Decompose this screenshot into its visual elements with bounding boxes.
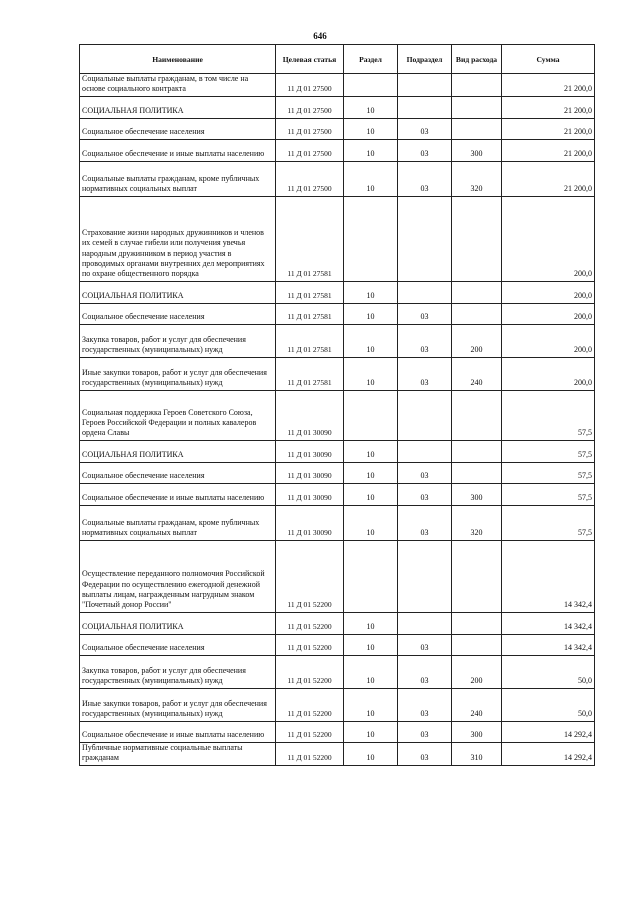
row-type: 300: [452, 721, 502, 742]
row-sum: 14 292,4: [502, 742, 595, 765]
table-row: [80, 196, 595, 281]
row-type: [452, 540, 502, 612]
row-section: 10: [344, 324, 398, 357]
row-subsection: [398, 540, 452, 612]
row-code: 11 Д 01 27500: [276, 139, 344, 161]
table-row: [80, 634, 595, 655]
table-body: [80, 74, 595, 766]
row-name: СОЦИАЛЬНАЯ ПОЛИТИКА: [80, 96, 276, 118]
budget-table: [79, 44, 595, 766]
table-row: [80, 655, 595, 688]
row-code: 11 Д 01 30090: [276, 390, 344, 440]
row-code: 11 Д 01 52200: [276, 688, 344, 721]
row-name: Иные закупки товаров, работ и услуг для обеспечения государственных (муниципальных) нужд: [80, 688, 276, 721]
row-code: 11 Д 01 52200: [276, 540, 344, 612]
row-type: [452, 281, 502, 303]
row-type: 300: [452, 483, 502, 505]
row-subsection: [398, 440, 452, 462]
row-sum: 57,5: [502, 462, 595, 483]
row-name: Закупка товаров, работ и услуг для обеспечения государственных (муниципальных) нужд: [80, 655, 276, 688]
row-code: 11 Д 01 30090: [276, 462, 344, 483]
row-sum: 57,5: [502, 505, 595, 540]
table-row: [80, 357, 595, 390]
row-section: 10: [344, 440, 398, 462]
row-subsection: 03: [398, 721, 452, 742]
row-type: [452, 440, 502, 462]
row-sum: 200,0: [502, 357, 595, 390]
table-row: [80, 303, 595, 324]
row-section: [344, 196, 398, 281]
row-type: [452, 96, 502, 118]
row-subsection: [398, 96, 452, 118]
row-section: 10: [344, 612, 398, 634]
row-code: 11 Д 01 27500: [276, 118, 344, 139]
row-subsection: 03: [398, 462, 452, 483]
row-section: 10: [344, 462, 398, 483]
row-type: [452, 462, 502, 483]
row-subsection: [398, 281, 452, 303]
row-code: 11 Д 01 52200: [276, 634, 344, 655]
row-type: [452, 74, 502, 97]
table-row: [80, 390, 595, 440]
row-sum: 14 342,4: [502, 634, 595, 655]
row-code: 11 Д 01 27581: [276, 357, 344, 390]
table-row: [80, 139, 595, 161]
table-row: [80, 74, 595, 97]
row-sum: 200,0: [502, 281, 595, 303]
row-subsection: 03: [398, 742, 452, 765]
row-name: Социальные выплаты гражданам, кроме публичных нормативных социальных выплат: [80, 505, 276, 540]
table-row: [80, 96, 595, 118]
row-name: СОЦИАЛЬНАЯ ПОЛИТИКА: [80, 281, 276, 303]
table-row: [80, 440, 595, 462]
row-name: СОЦИАЛЬНАЯ ПОЛИТИКА: [80, 612, 276, 634]
row-sum: 200,0: [502, 196, 595, 281]
table-row: [80, 721, 595, 742]
table-header-row: [80, 45, 595, 74]
row-subsection: 03: [398, 357, 452, 390]
row-code: 11 Д 01 27581: [276, 281, 344, 303]
row-code: 11 Д 01 27581: [276, 196, 344, 281]
row-subsection: 03: [398, 118, 452, 139]
row-sum: 14 342,4: [502, 540, 595, 612]
row-name: Иные закупки товаров, работ и услуг для обеспечения государственных (муниципальных) нужд: [80, 357, 276, 390]
row-subsection: [398, 612, 452, 634]
row-section: 10: [344, 281, 398, 303]
row-name: Публичные нормативные социальные выплаты гражданам: [80, 742, 276, 765]
row-subsection: 03: [398, 324, 452, 357]
table-row: [80, 612, 595, 634]
row-name: Социальная поддержка Героев Советского Союза, Героев Российской Федерации и полных кавалеров ордена Славы: [80, 390, 276, 440]
row-name: Социальное обеспечение и иные выплаты населению: [80, 721, 276, 742]
row-code: 11 Д 01 27500: [276, 74, 344, 97]
table-row: [80, 505, 595, 540]
row-code: 11 Д 01 27581: [276, 324, 344, 357]
row-subsection: [398, 390, 452, 440]
row-subsection: 03: [398, 139, 452, 161]
row-name: Социальное обеспечение населения: [80, 634, 276, 655]
row-type: 240: [452, 357, 502, 390]
row-code: 11 Д 01 27581: [276, 303, 344, 324]
row-subsection: 03: [398, 655, 452, 688]
table-row: [80, 161, 595, 196]
row-sum: 50,0: [502, 655, 595, 688]
row-name: Социальное обеспечение населения: [80, 462, 276, 483]
row-section: 10: [344, 303, 398, 324]
row-type: [452, 390, 502, 440]
row-section: 10: [344, 139, 398, 161]
row-type: 240: [452, 688, 502, 721]
row-section: 10: [344, 688, 398, 721]
row-code: 11 Д 01 52200: [276, 721, 344, 742]
header-code: Целевая статья: [276, 45, 344, 74]
row-section: 10: [344, 96, 398, 118]
row-type: [452, 196, 502, 281]
header-subsection: Подраздел: [398, 45, 452, 74]
row-name: СОЦИАЛЬНАЯ ПОЛИТИКА: [80, 440, 276, 462]
row-name: Закупка товаров, работ и услуг для обеспечения государственных (муниципальных) нужд: [80, 324, 276, 357]
row-name: Страхование жизни народных дружинников и членов их семей в случае гибели или получения увечья народным дружинником в период участия в проводимых органами внутренних дел мероприятиях по охране общественного порядка: [80, 196, 276, 281]
row-subsection: 03: [398, 483, 452, 505]
row-name: Социальное обеспечение населения: [80, 303, 276, 324]
table-row: [80, 118, 595, 139]
row-section: 10: [344, 357, 398, 390]
header-section: Раздел: [344, 45, 398, 74]
header-type: Вид расхода: [452, 45, 502, 74]
row-type: 320: [452, 505, 502, 540]
table-row: [80, 742, 595, 765]
row-type: [452, 612, 502, 634]
row-code: 11 Д 01 52200: [276, 612, 344, 634]
row-subsection: [398, 196, 452, 281]
row-sum: 57,5: [502, 390, 595, 440]
row-name: Социальное обеспечение и иные выплаты населению: [80, 139, 276, 161]
row-name: Социальное обеспечение и иные выплаты населению: [80, 483, 276, 505]
row-subsection: 03: [398, 688, 452, 721]
header-name: Наименование: [80, 45, 276, 74]
row-type: 200: [452, 324, 502, 357]
row-sum: 57,5: [502, 440, 595, 462]
row-sum: 50,0: [502, 688, 595, 721]
row-code: 11 Д 01 27500: [276, 96, 344, 118]
row-section: 10: [344, 634, 398, 655]
row-code: 11 Д 01 52200: [276, 655, 344, 688]
row-subsection: [398, 74, 452, 97]
row-subsection: 03: [398, 634, 452, 655]
row-sum: 200,0: [502, 303, 595, 324]
page-number: 646: [313, 31, 327, 41]
row-section: 10: [344, 118, 398, 139]
row-type: 200: [452, 655, 502, 688]
row-section: 10: [344, 161, 398, 196]
row-type: [452, 303, 502, 324]
row-type: [452, 634, 502, 655]
row-type: 310: [452, 742, 502, 765]
row-section: [344, 74, 398, 97]
row-section: 10: [344, 721, 398, 742]
row-sum: 14 342,4: [502, 612, 595, 634]
row-type: [452, 118, 502, 139]
table-row: [80, 462, 595, 483]
row-code: 11 Д 01 30090: [276, 483, 344, 505]
row-sum: 200,0: [502, 324, 595, 357]
table-row: [80, 688, 595, 721]
row-code: 11 Д 01 27500: [276, 161, 344, 196]
row-code: 11 Д 01 30090: [276, 505, 344, 540]
table-row: [80, 281, 595, 303]
row-sum: 57,5: [502, 483, 595, 505]
row-code: 11 Д 01 30090: [276, 440, 344, 462]
table-row: [80, 483, 595, 505]
row-name: Социальные выплаты гражданам, кроме публичных нормативных социальных выплат: [80, 161, 276, 196]
row-name: Социальное обеспечение населения: [80, 118, 276, 139]
row-name: Осуществление переданного полномочия Российской Федерации по осуществлению ежегодной денежной выплаты лицам, награжденным нагрудным знаком "Почетный донор России": [80, 540, 276, 612]
table-row: [80, 324, 595, 357]
row-subsection: 03: [398, 161, 452, 196]
row-section: 10: [344, 655, 398, 688]
row-sum: 21 200,0: [502, 161, 595, 196]
row-section: [344, 390, 398, 440]
row-type: 300: [452, 139, 502, 161]
table-row: [80, 540, 595, 612]
row-section: 10: [344, 483, 398, 505]
row-subsection: 03: [398, 505, 452, 540]
row-sum: 21 200,0: [502, 118, 595, 139]
row-name: Социальные выплаты гражданам, в том числе на основе социального контракта: [80, 74, 276, 97]
row-section: 10: [344, 505, 398, 540]
row-code: 11 Д 01 52200: [276, 742, 344, 765]
row-subsection: 03: [398, 303, 452, 324]
row-type: 320: [452, 161, 502, 196]
row-section: 10: [344, 742, 398, 765]
row-sum: 21 200,0: [502, 74, 595, 97]
row-section: [344, 540, 398, 612]
row-sum: 21 200,0: [502, 96, 595, 118]
header-sum: Сумма: [502, 45, 595, 74]
row-sum: 21 200,0: [502, 139, 595, 161]
row-sum: 14 292,4: [502, 721, 595, 742]
